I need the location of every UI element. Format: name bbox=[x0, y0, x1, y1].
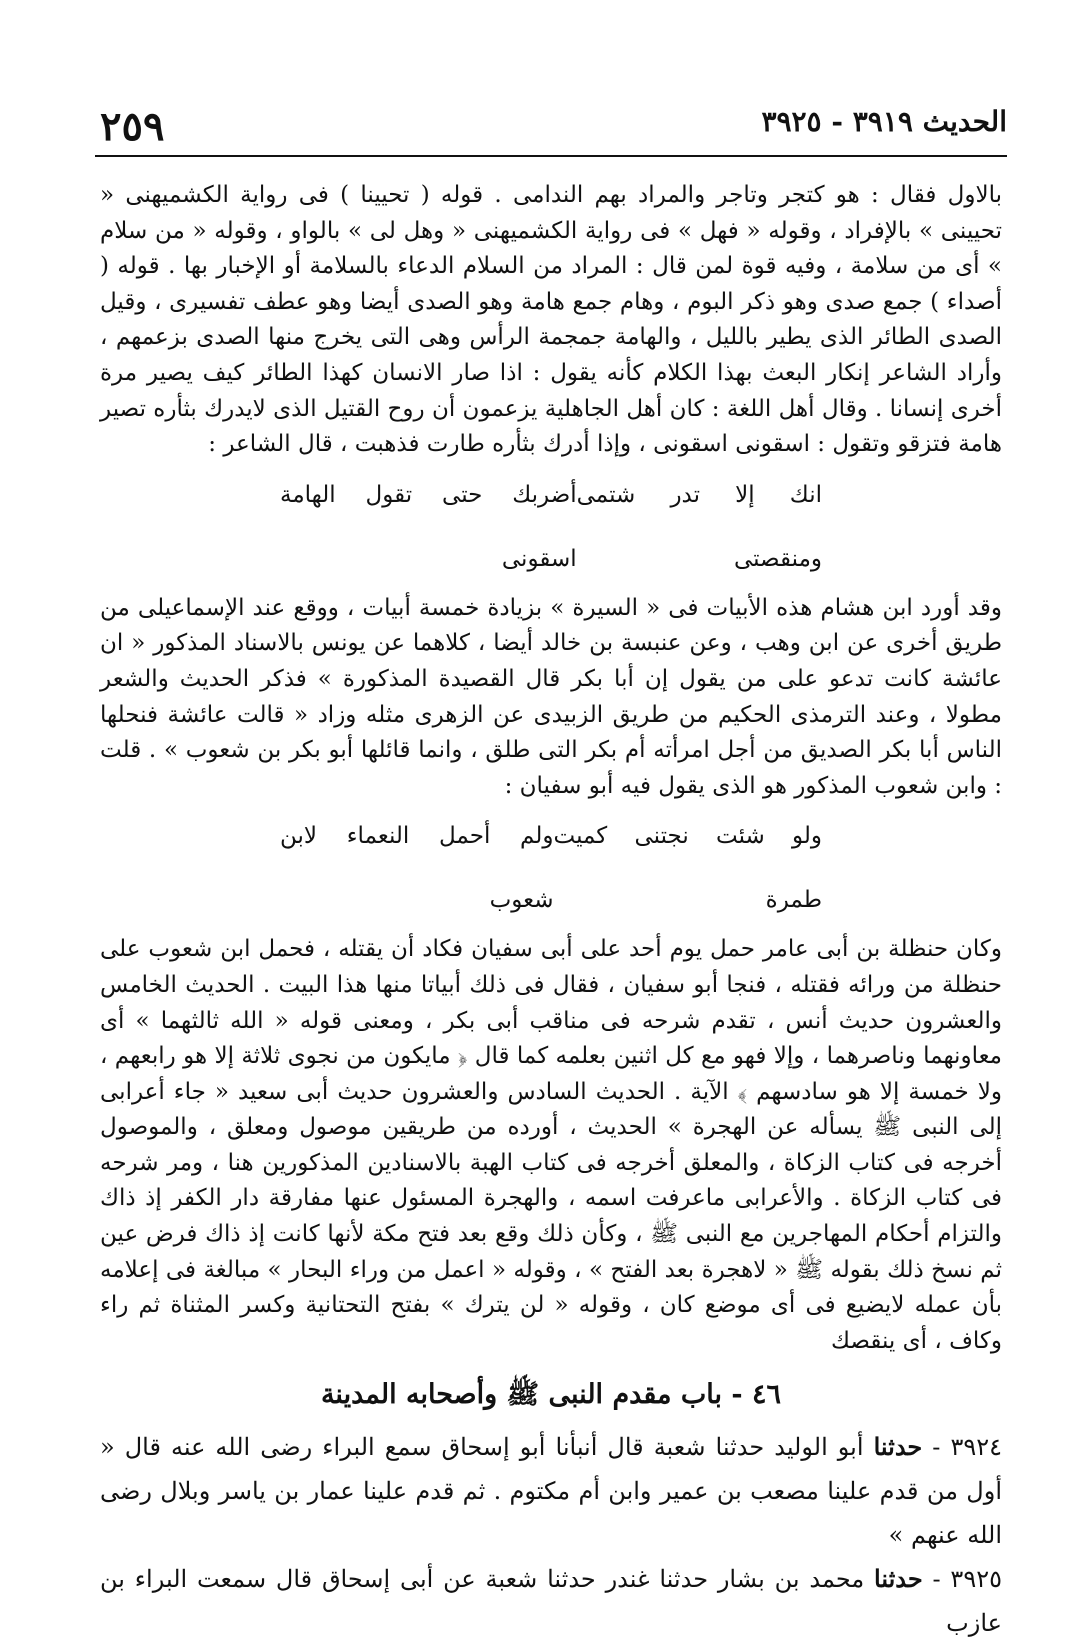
verse-1-second-hemistich: أضربك حتى تقول الهامة اسقونى bbox=[280, 481, 577, 572]
hadith-3925 bbox=[100, 1557, 1002, 1645]
hadith-3925-number: ٣٩٢٥ - bbox=[932, 1565, 1002, 1594]
verse-2-first-hemistich: ولو شئت نجتنى كميت طمرة bbox=[553, 823, 822, 914]
poem-verse-2 bbox=[100, 804, 1002, 932]
hadith-3924-lead: حدثنا bbox=[873, 1432, 923, 1462]
hadith-3924 bbox=[100, 1425, 1002, 1557]
verse-2-second-hemistich: ولم أحمل النعماء لابن شعوب bbox=[280, 823, 554, 914]
chapter-heading: ٤٦ - باب مقدم النبى ﷺ وأصحابه المدينة bbox=[320, 1379, 782, 1411]
hadith-3925-text: محمد بن بشار حدثنا غندر حدثنا شعبة عن أبى إسحاق قال سمعت البراء بن عازب bbox=[100, 1565, 1002, 1638]
hadith-3924-number: ٣٩٢٤ - bbox=[932, 1433, 1003, 1462]
hadith-3925-lead: حدثنا bbox=[874, 1564, 923, 1594]
running-title: الحديث ٣٩١٩ - ٣٩٢٥ bbox=[761, 105, 1007, 138]
commentary-paragraph-3: وكان حنظلة بن أبى عامر حمل يوم أحد على أبى سفيان فكاد أن يقتله ، فحمل ابن شعوب على حنظلة من ورائه فقتله ، فنجا أبو سفيان ، فقال فى ذلك أبياتا منها هذا البيت . الحديث الخامس والعشرون حديث أنس ، تقدم شرحه فى مناقب أبى بكر ، ومعنى قوله « الله ثالثهما » أى معاونهما وناصرهما ، وإلا فهو مع كل اثنين بعلمه كما قال ﴿ مايكون من نجوى ثلاثة إلا هو رابعهم ، ولا خمسة إلا هو سادسهم ﴾ الآية . الحديث السادس والعشرون حديث أبى سعيد « جاء أعرابى إلى النبى ﷺ يسأله عن الهجرة » الحديث ، أورده من طريقين موصول ومعلق ، والموصول أخرجه فى كتاب الزكاة ، والمعلق أخرجه فى كتاب الهبة بالاسنادين المذكورين هنا ، ومر شرحه فى كتاب الزكاة . والأعرابى ماعرفت اسمه ، والهجرة المسئول عنها مفارقة دار الكفر إذ ذاك والتزام أحكام المهاجرين مع النبى ﷺ ، وكأن ذلك وقع بعد فتح مكة لأنها كانت إذ ذاك فرض عين ثم نسخ ذلك بقوله ﷺ « لاهجرة بعد الفتح » ، وقوله « اعمل من وراء البحار » مبالغة فى إعلامه بأن عمله لايضيع فى أى موضع كان ، وقوله « لن يترك » بفتح التحتانية وكسر المثناة ثم راء وكاف ، أى ينقصك bbox=[100, 936, 1002, 1354]
commentary-paragraph-1: بالاول فقال : هو كتجر وتاجر والمراد بهم الندامى . قوله ( تحيينا ) فى رواية الكشميهنى « تحيينى » بالإفراد ، وقوله « فهل » فى رواية الكشميهنى « وهل لى » بالواو ، وقوله « من سلام » أى من سلامة ، وفيه قوة لمن قال : المراد من السلام الدعاء بالسلامة أو الإخبار بها . قوله ( أصداء ) جمع صدى وهو ذكر البوم ، وهام جمع هامة وهو الصدى أيضا وهو عطف تفسيرى ، وقيل الصدى الطائر الذى يطير بالليل ، والهامة جمجمة الرأس وهى التى يخرج منها الصدى بزعمهم ، وأراد الشاعر إنكار البعث بهذا الكلام كأنه يقول : اذا صار الانسان كهذا الطائر كيف يصير مرة أخرى إنسانا . وقال أهل اللغة : كان أهل الجاهلية يزعمون أن روح القتيل الذى لايدرك بثأره تصير هامة فتزقو وتقول : اسقونى اسقونى ، وإذا أدرك بثأره طارت فذهبت ، قال الشاعر : bbox=[100, 182, 1002, 458]
poem-verse-1 bbox=[100, 463, 1002, 591]
commentary-paragraph-2: وقد أورد ابن هشام هذه الأبيات فى « السيرة » بزيادة خمسة أبيات ، ووقع عند الإسماعيلى من طريق أخرى عن ابن وهب ، وعن عنبسة بن خالد أيضا ، كلاهما عن يونس بالاسناد المذكور « ان عائشة كانت تدعو على من يقول إن أبا بكر قال القصيدة المذكورة » فذكر الحديث والشعر مطولا ، وعند الترمذى الحكيم من طريق الزبيدى عن الزهرى مثله وزاد « قالت عائشة فنحلها الناس أبا بكر الصديق من أجل امرأته أم بكر التى طلق ، وانما قائلها أبو بكر بن شعوب » . قلت : وابن شعوب المذكور هو الذى يقول فيه أبو سفيان : bbox=[100, 594, 1002, 799]
page-number: ٢٥٩ bbox=[100, 103, 165, 150]
page-header bbox=[95, 95, 1007, 157]
verse-1-first-hemistich: انك إلا تدر شتمى ومنقصتى bbox=[576, 481, 822, 572]
page-body bbox=[100, 178, 1002, 1645]
hadith-3924-text: أبو الوليد حدثنا شعبة قال أنبأنا أبو إسحاق سمع البراء رضى الله عنه قال « أول من قدم علينا مصعب بن عمير وابن أم مكتوم . ثم قدم علينا عمار بن ياسر وبلال رضى الله عنهم » bbox=[100, 1433, 1002, 1550]
